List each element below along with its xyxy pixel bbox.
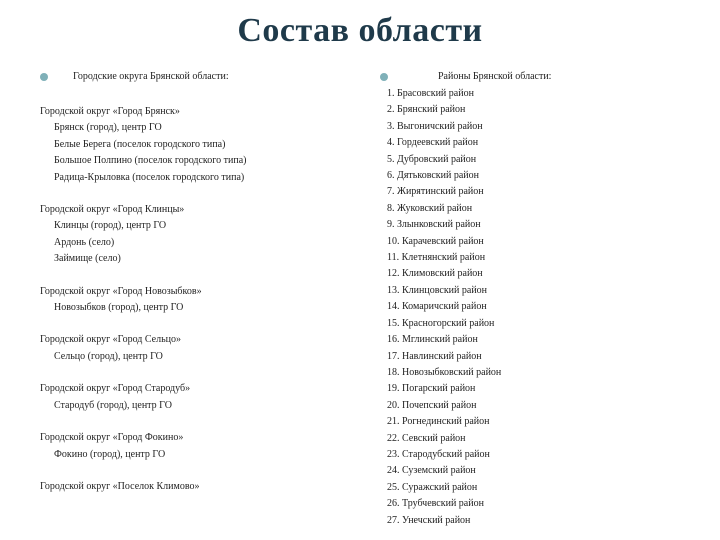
- okrug-settlement: Ардонь (село): [54, 236, 115, 248]
- okrug-group: [40, 479, 370, 495]
- district-item: 21. Рогнединский район: [387, 416, 490, 428]
- okrug-header: Городской округ «Поселок Климово»: [40, 480, 200, 492]
- okrug-settlement: Брянск (город), центр ГО: [54, 122, 162, 134]
- okrug-header: Городской округ «Город Сельцо»: [40, 334, 182, 346]
- okrug-settlement: Фокино (город), центр ГО: [54, 448, 166, 460]
- slide-title: Состав области: [237, 12, 483, 49]
- district-item: 1. Брасовский район: [387, 88, 474, 99]
- okrug-settlement: Большое Полпино (поселок городского типа): [54, 155, 247, 167]
- district-item: 25. Суражский район: [387, 481, 478, 493]
- right-heading: [380, 70, 700, 84]
- okrug-header: Городской округ «Город Стародуб»: [40, 383, 191, 395]
- left-heading: [40, 70, 370, 84]
- district-item: 13. Клинцовский район: [387, 284, 488, 296]
- okrug-group: [40, 284, 370, 317]
- left-heading-text: Городские округа Брянской области:: [73, 71, 229, 82]
- district-item: 23. Стародубский район: [387, 448, 490, 460]
- district-item: 27. Унечский район: [387, 514, 471, 526]
- right-heading-text: Районы Брянской области:: [438, 71, 552, 82]
- right-column: [380, 70, 700, 529]
- okrug-settlement: Новозыбков (город), центр ГО: [54, 302, 184, 314]
- district-item: 12. Климовский район: [387, 268, 483, 280]
- district-list: [380, 86, 700, 529]
- okrug-header: Городской округ «Город Брянск»: [40, 106, 180, 117]
- district-item: 11. Клетнянский район: [387, 252, 486, 264]
- district-item: 2. Брянский район: [387, 104, 466, 116]
- okrug-settlement: Клинцы (город), центр ГО: [54, 220, 167, 232]
- district-item: 14. Комаричский район: [387, 301, 487, 313]
- district-item: 6. Дятьковский район: [387, 170, 480, 182]
- okrug-group: [40, 332, 370, 365]
- okrug-group: [40, 430, 370, 463]
- district-item: 22. Севский район: [387, 432, 466, 444]
- left-column: [40, 70, 370, 511]
- district-item: 26. Трубчевский район: [387, 498, 484, 510]
- district-item: 18. Новозыбковский район: [387, 366, 502, 378]
- district-item: 8. Жуковский район: [387, 202, 473, 214]
- bullet-icon: [380, 73, 388, 81]
- okrug-header: Городской округ «Город Клинцы»: [40, 204, 185, 216]
- bullet-icon: [40, 73, 48, 81]
- district-item: 19. Погарский район: [387, 383, 476, 395]
- okrug-settlement: Займище (село): [54, 253, 121, 265]
- district-item: 10. Карачевский район: [387, 235, 484, 247]
- okrug-header: Городской округ «Город Новозыбков»: [40, 285, 202, 297]
- district-item: 17. Навлинский район: [387, 350, 482, 362]
- district-item: 7. Жирятинский район: [387, 186, 484, 198]
- district-item: 5. Дубровский район: [387, 153, 477, 165]
- district-item: 20. Почепский район: [387, 399, 477, 411]
- district-item: 4. Гордеевский район: [387, 137, 479, 149]
- okrug-header: Городской округ «Город Фокино»: [40, 432, 184, 444]
- okrug-settlement: Сельцо (город), центр ГО: [54, 350, 163, 362]
- okrug-settlement: Радица-Крыловка (поселок городского типа): [54, 171, 245, 183]
- district-item: 3. Выгоничский район: [387, 120, 483, 132]
- okrug-group: [40, 104, 370, 186]
- district-item: 16. Мглинский район: [387, 334, 478, 346]
- district-item: 9. Злынковский район: [387, 219, 481, 231]
- okrug-group: [40, 381, 370, 414]
- okrug-settlement: Стародуб (город), центр ГО: [54, 399, 172, 411]
- okrug-group: [40, 202, 370, 268]
- okrug-list: [40, 104, 370, 495]
- district-item: 15. Красногорский район: [387, 317, 495, 329]
- district-item: 24. Суземский район: [387, 465, 476, 477]
- okrug-settlement: Белые Берега (поселок городского типа): [54, 138, 226, 150]
